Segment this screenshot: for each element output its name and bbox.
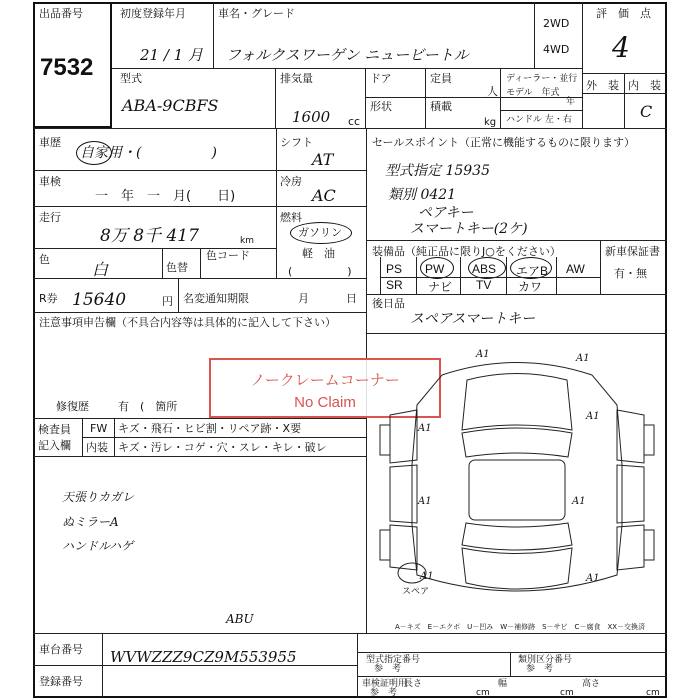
height-cm: cm — [646, 688, 660, 698]
mileage-label: 走行 — [39, 211, 61, 224]
equip-leather: カワ — [518, 280, 543, 294]
notes-label: 注意事項申告欄（不具合内容等は具体的に記入して下さい） — [39, 316, 336, 329]
reg-label: 登録番号 — [39, 675, 83, 688]
sales-point-label: セールスポイント（正常に機能するものに限ります） — [372, 136, 636, 149]
sales-point-line-4: スマートキー(2ケ) — [410, 221, 528, 237]
equipment-label: 装備品（純正品に限りJ○をください） — [372, 245, 561, 258]
type-no-label: 型式指定番号 — [366, 655, 421, 665]
fuel-label: 燃料 — [280, 211, 302, 224]
equip-abs-circle — [468, 257, 506, 279]
new-warranty-label: 新車保証書 — [605, 245, 660, 258]
cert-label: 車検証明用 — [362, 679, 408, 689]
equip-aw: AW — [566, 262, 585, 276]
dealer-label: ディーラー・並行 — [506, 74, 578, 84]
inspector-memo-2: ぬミラーA — [62, 515, 119, 529]
sales-point-line-1: 型式指定 15935 — [385, 163, 490, 179]
capacity-unit: 人 — [487, 85, 498, 98]
drive-2wd: 2WD — [543, 17, 570, 30]
load-unit: kg — [484, 117, 497, 128]
capacity-label: 定員 — [430, 72, 452, 85]
damage-mark-5: A1 — [418, 496, 432, 507]
load-label: 積載 — [430, 100, 452, 113]
name-change-label: 名変通知期限 — [183, 292, 249, 305]
equip-pw: PW — [425, 262, 445, 276]
equip-tv: TV — [476, 278, 492, 292]
lot-label: 出品番号 — [39, 7, 83, 20]
damage-legend: A－キズ E－エクボ U－凹み W－補修跡 S－サビ C－腐食 XX－交換済 — [395, 623, 646, 631]
new-warranty-value: 有・無 — [614, 267, 647, 280]
rating-value: 4 — [612, 31, 630, 64]
damage-mark-8: A1 — [586, 573, 600, 584]
sales-point-line-2: 類別 0421 — [388, 187, 457, 203]
inspect-value: 一 年 一 月( 日) — [95, 189, 236, 204]
door-label: ドア — [370, 72, 392, 85]
car-diagram — [372, 345, 662, 615]
damage-mark-3: A1 — [586, 411, 600, 422]
repair-label: 修復歴 — [56, 400, 89, 413]
len-label: 長さ — [404, 679, 423, 689]
equip-airbag: エアB — [516, 264, 549, 278]
equip-ps: PS — [386, 262, 403, 276]
inspect-label: 車検 — [39, 175, 61, 188]
model-year-unit: 年 — [566, 97, 576, 107]
equip-sr: SR — [386, 278, 403, 292]
disp-value: 1600 — [292, 108, 331, 126]
sales-point-line-3: ペアキー — [418, 205, 474, 221]
shift-label: シフト — [280, 136, 313, 149]
mileage-value: 8万 8千 417 — [100, 226, 199, 246]
color-change-label: 色替 — [166, 261, 188, 274]
len-cm: cm — [476, 688, 490, 698]
disp-unit: cc — [348, 115, 361, 128]
damage-mark-2: A1 — [576, 353, 590, 364]
first-reg-label: 初度登録年月 — [120, 7, 186, 20]
ac-label: 冷房 — [280, 175, 302, 188]
shape-label: 形状 — [370, 100, 392, 113]
fuel-paren: ( ) — [288, 265, 352, 278]
int-label: 内 装 — [628, 79, 661, 92]
chassis-value: WVWZZZ9CZ9M553955 — [110, 648, 297, 666]
inspector-memo-4: ABU — [226, 612, 254, 626]
color-label: 色 — [39, 253, 50, 266]
model-year-label: モデル 年式 — [506, 88, 560, 98]
class-no-sub: 参 考 — [526, 664, 554, 674]
equip-abs: ABS — [472, 262, 497, 276]
class-no-label: 類別区分番号 — [518, 655, 573, 665]
height-label: 高さ — [582, 679, 601, 689]
chassis-label: 車台番号 — [39, 643, 83, 656]
history-label: 車歴 — [39, 136, 61, 149]
r-ken-unit: 円 — [162, 295, 173, 308]
damage-mark-7: A1 — [420, 571, 434, 582]
no-claim-line-2: No Claim — [294, 394, 356, 411]
after-value: スペアスマートキー — [410, 311, 536, 327]
fuel-value: ガソリン — [298, 226, 342, 239]
repair-value: 有 ( 箇所 — [118, 400, 178, 413]
type-value: ABA-9CBFS — [122, 96, 219, 115]
color-value: 白 — [92, 260, 109, 279]
inspector-label-1: 検査員 — [38, 423, 71, 436]
damage-mark-4: A1 — [418, 423, 432, 434]
mileage-unit: km — [240, 236, 254, 246]
model-value: フォルクスワーゲン ニュービートル — [226, 46, 469, 64]
equip-airbag-circle — [510, 257, 552, 279]
r-ken-label: R券 — [39, 292, 58, 305]
damage-mark-6: A1 — [572, 496, 586, 507]
fuel-sub: 軽 油 — [302, 247, 335, 260]
first-reg-value: 21 / 1 月 — [140, 46, 203, 64]
width-cm: cm — [560, 688, 574, 698]
r-ken-day: 日 — [346, 292, 357, 305]
r-ken-value: 15640 — [72, 290, 127, 310]
fw-label: FW — [90, 422, 108, 435]
in-text: キズ・汚レ・コゲ・穴・スレ・キレ・破レ — [118, 441, 327, 454]
int-value: C — [640, 102, 653, 121]
cert-sub: 参 考 — [370, 688, 398, 698]
width-label: 幅 — [498, 679, 508, 689]
model-label: 車名・グレード — [218, 7, 295, 20]
drive-4wd: 4WD — [543, 43, 570, 56]
inspector-memo-3: ハンドルハゲ — [62, 539, 134, 553]
r-ken-month: 月 — [298, 292, 309, 305]
handle-label: ハンドル 左・右 — [506, 115, 572, 125]
type-no-sub: 参 考 — [374, 664, 402, 674]
ext-label: 外 装 — [586, 79, 619, 92]
equip-pw-circle — [420, 257, 454, 279]
after-label: 後日品 — [372, 297, 405, 310]
fw-text: キズ・飛石・ヒビ割・リペア跡・X要 — [118, 422, 302, 435]
inspector-label-2: 記入欄 — [38, 439, 71, 452]
in-label: 内装 — [86, 441, 108, 454]
inspector-memo-1: 天張りカガレ — [62, 490, 135, 504]
spare-label: スペア — [402, 587, 430, 597]
rating-label: 評 価 点 — [596, 7, 651, 20]
type-label: 型式 — [120, 72, 142, 85]
equip-navi: ナビ — [428, 280, 453, 294]
ac-value: AC — [312, 186, 336, 205]
color-code-label: 色コード — [206, 249, 250, 262]
no-claim-line-1: ノークレームコーナー — [250, 372, 400, 389]
shift-value: AT — [312, 150, 334, 169]
lot-number: 7532 — [40, 54, 94, 81]
history-value: 自家用・( ) — [80, 145, 217, 161]
damage-mark-1: A1 — [476, 349, 490, 360]
disp-label: 排気量 — [280, 72, 313, 85]
